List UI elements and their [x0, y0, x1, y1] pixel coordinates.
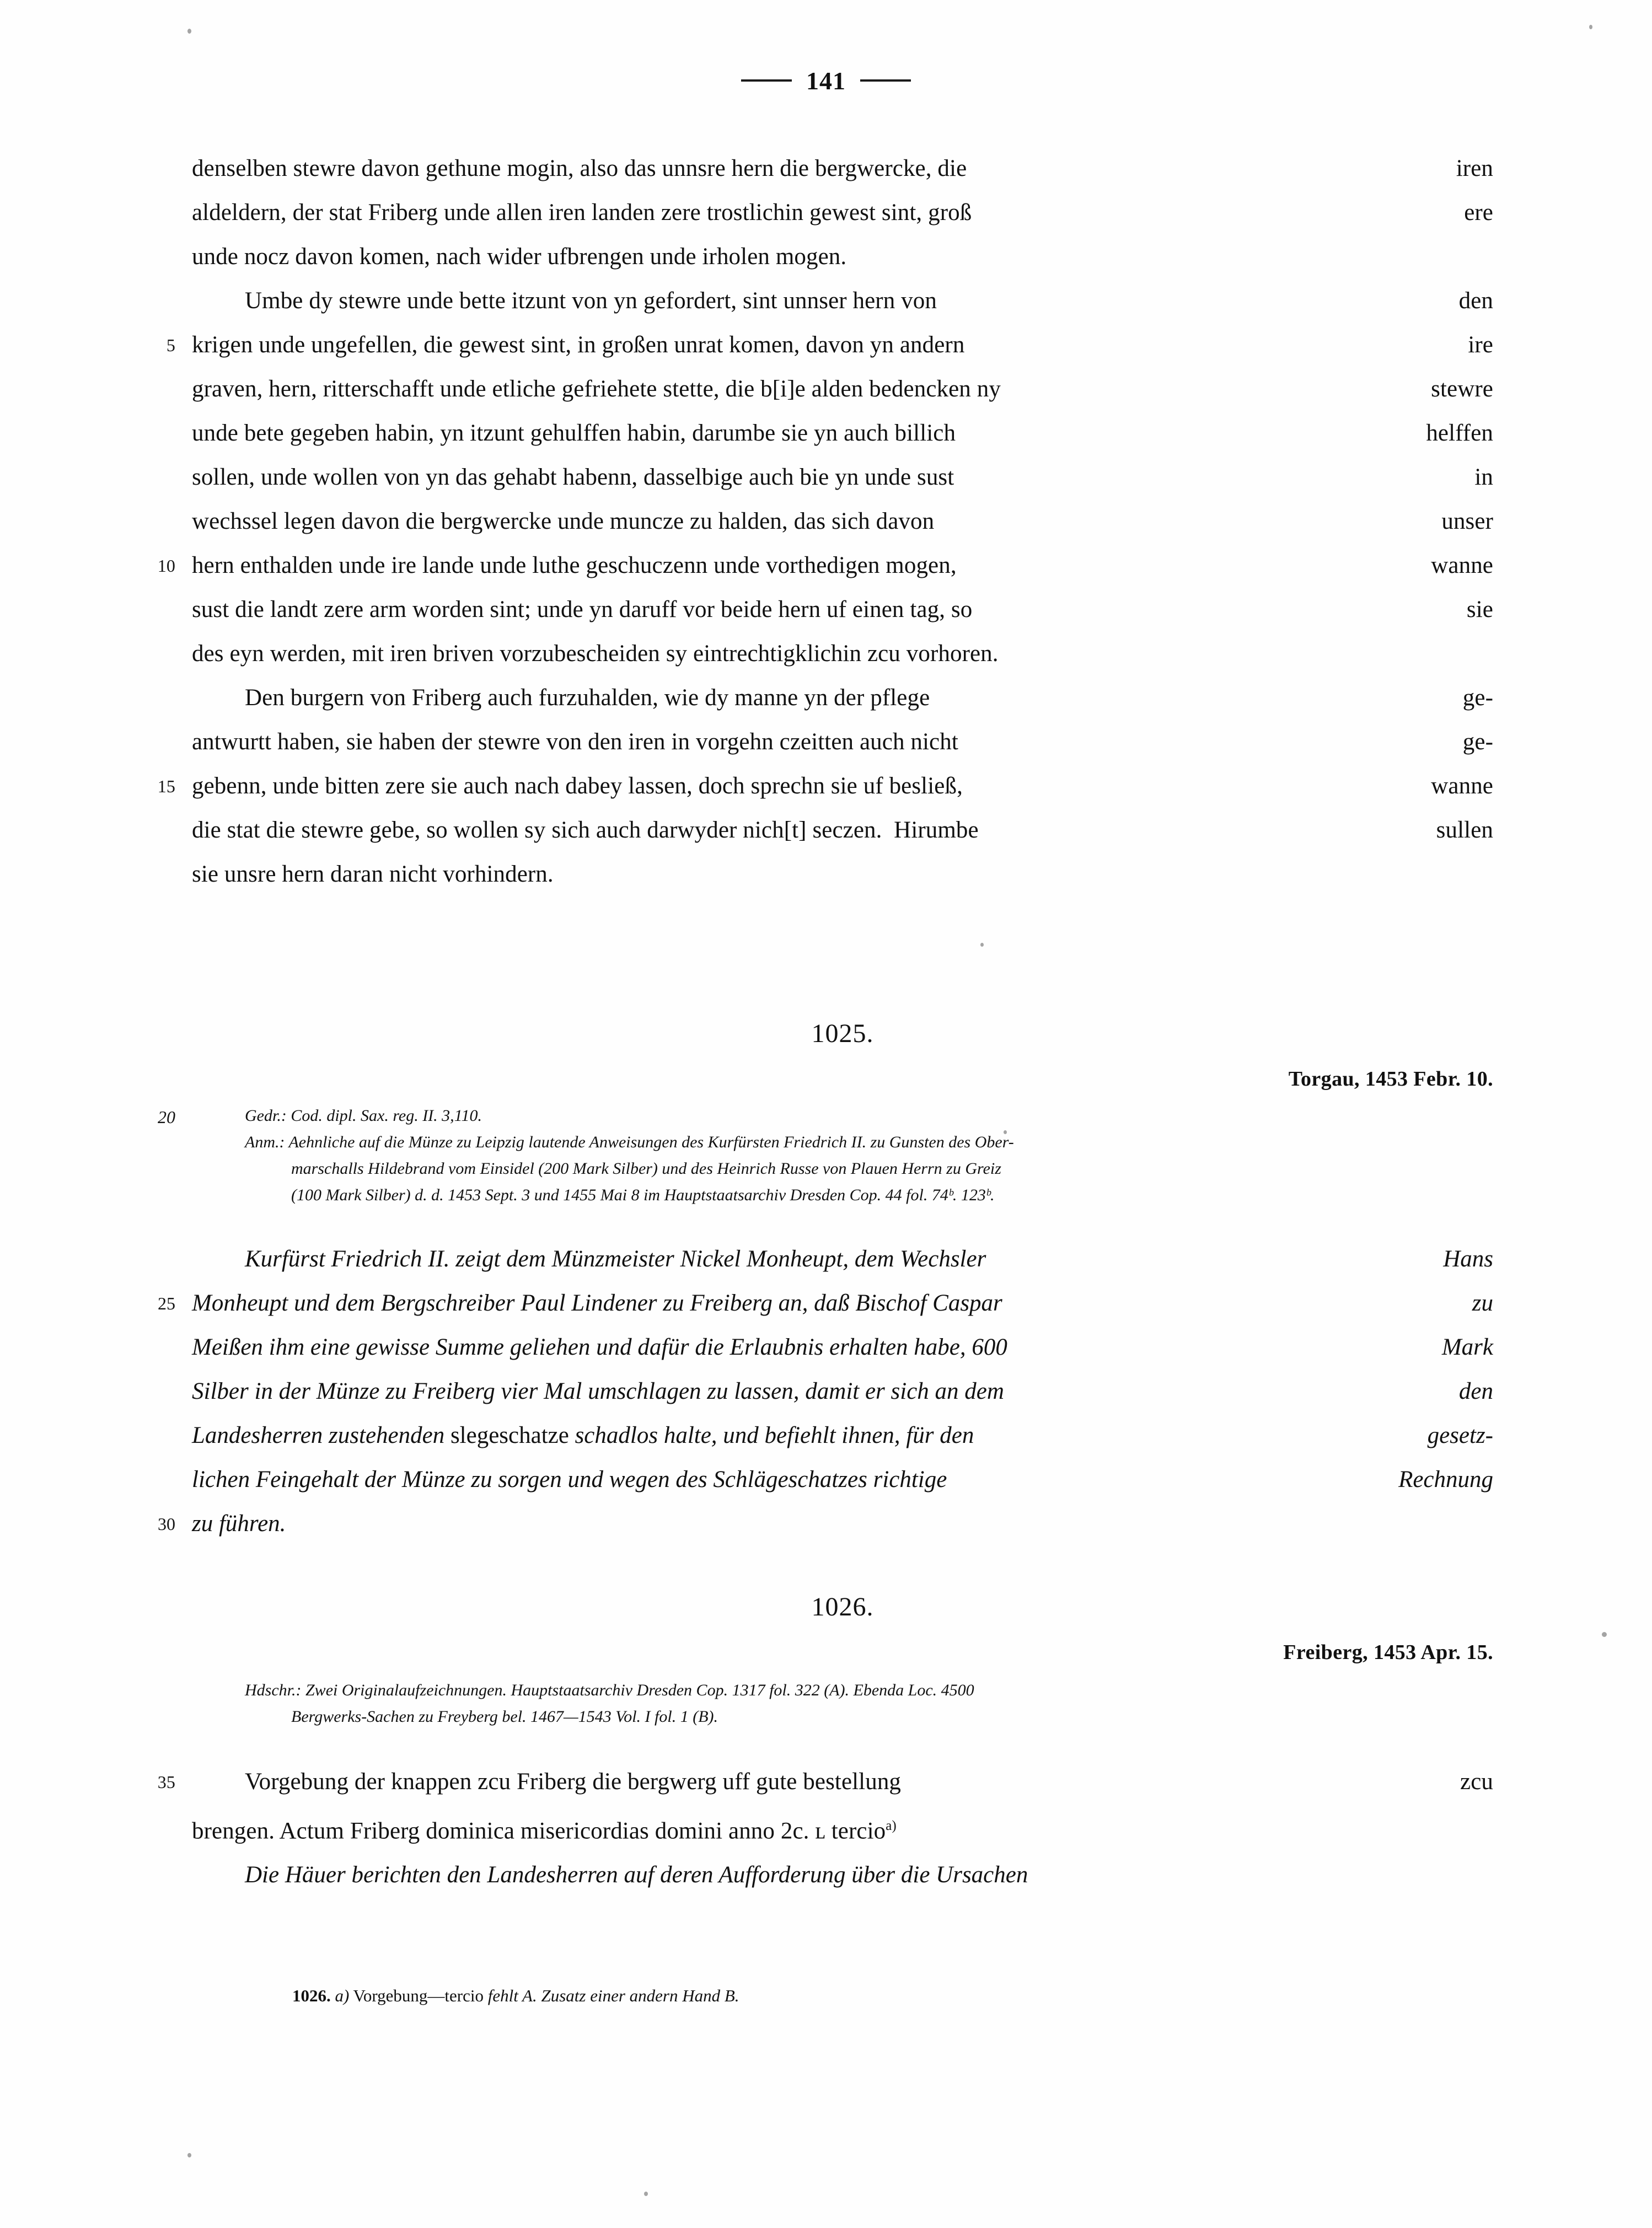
source-note	[158, 1103, 1493, 1129]
line-text: Kurfürst Friedrich II. zeigt dem Münzmeister Nickel Monheupt, dem Wechsler	[245, 1246, 986, 1272]
source-note	[192, 1677, 1493, 1704]
line-text: denselben stewre davon gethune mogin, also das unnsre hern die bergwercke, die	[192, 155, 967, 181]
text-line	[192, 852, 1493, 896]
scan-speck	[644, 2192, 648, 2196]
line-text: die stat die stewre gebe, so wollen sy sich auch darwyder nich[t] seczen. Hirumbe	[192, 817, 979, 843]
line-text: Vorgebung der knappen zcu Friberg die bergwerg uff gute bestellung	[245, 1769, 902, 1795]
line-tail: Hans	[1443, 1246, 1493, 1272]
text-line	[192, 235, 1493, 279]
text-line	[192, 500, 1493, 544]
line-tail: iren	[1456, 155, 1493, 181]
body-section-continued	[157, 147, 1493, 896]
line-tail: sullen	[1436, 817, 1493, 843]
line-tail: in	[1474, 464, 1493, 490]
scan-speck	[1602, 1632, 1607, 1637]
footnote	[292, 1983, 1395, 2009]
line-tail: zu	[1472, 1290, 1493, 1316]
footnote-doc-ref: 1026.	[292, 1986, 331, 2005]
note-text: Bergwerks-Sachen zu Freyberg bel. 1467—1543 Vol. I fol. 1 (B).	[291, 1708, 718, 1726]
text-line	[192, 632, 1493, 676]
line-text: zu führen.	[192, 1511, 286, 1537]
regest-text-post: schadlos halte, und befiehlt ihnen, für den	[568, 1422, 974, 1448]
line-number: 30	[158, 1514, 175, 1534]
line-tail: wanne	[1431, 552, 1493, 578]
text-line	[192, 147, 1493, 191]
line-text: lichen Feingehalt der Münze zu sorgen und wegen des Schlägeschatzes richtige	[192, 1467, 947, 1493]
regest-1025	[158, 1237, 1493, 1546]
line-text: Monheupt und dem Bergschreiber Paul Lindener zu Freiberg an, daß Bischof Caspar	[192, 1290, 1002, 1316]
text-line	[192, 367, 1493, 411]
line-number: 35	[157, 1772, 175, 1792]
line-text: sust die landt zere arm worden sint; unde yn daruff vor beide hern uf einen tag, so	[192, 597, 973, 622]
regest-line	[192, 1370, 1493, 1414]
text-line	[192, 411, 1493, 455]
document-entry-1026	[157, 1588, 1493, 1897]
regest-line	[192, 1237, 1493, 1281]
line-tail: sie	[1466, 597, 1493, 622]
line-tail: ge-	[1462, 729, 1493, 755]
line-text	[192, 1414, 974, 1458]
line-text: krigen unde ungefellen, die gewest sint, in großen unrat komen, davon yn andern	[192, 332, 965, 358]
line-tail: ere	[1464, 200, 1493, 226]
regest-text-pre: Landesherren zustehenden	[192, 1422, 450, 1448]
line-tail: Mark	[1441, 1334, 1493, 1360]
text-line	[192, 720, 1493, 764]
footnote-spacer	[331, 1986, 335, 2005]
regest-line	[158, 1502, 1493, 1546]
line-tail: den	[1458, 1378, 1493, 1404]
regest-term-upright: slegeschatze	[450, 1422, 569, 1448]
source-notes	[158, 1103, 1493, 1209]
line-text: des eyn werden, mit iren briven vorzubescheiden sy eintrechtigklichin zcu vorhoren.	[192, 641, 999, 667]
line-text: unde bete gegeben habin, yn itzunt gehulffen habin, darumbe sie yn auch billich	[192, 420, 956, 446]
line-number: 15	[157, 776, 175, 796]
document-place-date: Torgau, 1453 Febr. 10.	[1288, 1067, 1493, 1091]
line-tail: unser	[1441, 508, 1493, 534]
line-number: 25	[158, 1293, 175, 1313]
text-line	[192, 676, 1493, 720]
text-line	[192, 1804, 1493, 1853]
footnote-text-roman: Vorgebung—tercio	[349, 1986, 488, 2005]
line-tail: gesetz-	[1427, 1422, 1493, 1448]
line-text: sollen, unde wollen von yn das gehabt habenn, dasselbige auch bie yn unde sust	[192, 464, 954, 490]
text-line	[157, 1760, 1493, 1804]
line-tail: stewre	[1431, 376, 1493, 402]
document-number: 1026.	[811, 1592, 874, 1622]
note-text: Hdschr.: Zwei Originalaufzeichnungen. Hauptstaatsarchiv Dresden Cop. 1317 fol. 322 (A). Ebenda Loc. 4500	[245, 1681, 974, 1699]
text-line	[166, 323, 1493, 367]
line-number: 20	[158, 1107, 175, 1127]
document-entry-1025	[158, 1014, 1493, 1546]
source-notes	[192, 1677, 1493, 1730]
line-tail: helffen	[1426, 420, 1493, 446]
text-line	[157, 764, 1493, 808]
body-section-1026	[157, 1760, 1493, 1897]
source-note	[192, 1182, 1493, 1209]
line-text: Umbe dy stewre unde bette itzunt von yn gefordert, sint unnser hern von	[245, 288, 937, 314]
line-text: antwurtt haben, sie haben der stewre von den iren in vorgehn czeitten auch nicht	[192, 729, 958, 755]
document-number: 1025.	[811, 1019, 874, 1048]
line-text: Die Häuer berichten den Landesherren auf deren Aufforderung über die Ursachen	[245, 1862, 1028, 1888]
source-note	[192, 1704, 1493, 1730]
line-text: aldeldern, der stat Friberg unde allen iren landen zere trostlichin gewest sint, groß	[192, 200, 972, 226]
note-text: (100 Mark Silber) d. d. 1453 Sept. 3 und 1455 Mai 8 im Hauptstaatsarchiv Dresden Cop. 44 fol. 74ᵇ. 123ᵇ.	[291, 1186, 995, 1204]
footnote-text-italic: fehlt A. Zusatz einer andern Hand B.	[487, 1986, 739, 2005]
line-tail: Rechnung	[1398, 1467, 1493, 1493]
scan-speck	[980, 943, 984, 947]
footnote-mark: a)	[335, 1986, 350, 2005]
text-line	[192, 588, 1493, 632]
line-text: graven, hern, ritterschafft unde etliche gefriehete stette, die b[i]e alden bedencken ny	[192, 376, 1001, 402]
line-text: unde nocz davon komen, nach wider ufbrengen unde irholen mogen.	[192, 244, 847, 270]
note-text: marschalls Hildebrand vom Einsidel (200 Mark Silber) und des Heinrich Russe von Plauen Herrn zu Greiz	[291, 1159, 1001, 1178]
line-text: gebenn, unde bitten zere sie auch nach dabey lassen, doch sprechn sie uf besließ,	[192, 773, 963, 799]
text-line	[157, 544, 1493, 588]
line-text: brengen. Actum Friberg dominica misericordias domini anno 2c. ʟ tercio	[192, 1818, 886, 1844]
scan-speck	[1589, 25, 1592, 29]
page-number: 141	[806, 67, 846, 95]
line-tail: zcu	[1460, 1769, 1493, 1795]
regest-line	[158, 1281, 1493, 1325]
line-text: wechssel legen davon die bergwercke unde muncze zu halden, das sich davon	[192, 508, 935, 534]
scan-speck	[187, 29, 191, 34]
regest-line	[192, 1325, 1493, 1370]
line-number: 5	[166, 335, 175, 355]
document-place-date: Freiberg, 1453 Apr. 15.	[1283, 1641, 1493, 1664]
text-line	[192, 191, 1493, 235]
source-note	[192, 1156, 1493, 1182]
line-number: 10	[157, 556, 175, 576]
regest-line	[192, 1853, 1493, 1897]
regest-line	[192, 1458, 1493, 1502]
line-text: Den burgern von Friberg auch furzuhalden, wie dy manne yn der pflege	[245, 685, 930, 711]
regest-line	[192, 1414, 1493, 1458]
line-text: hern enthalden unde ire lande unde luthe geschuczenn unde vorthedigen mogen,	[192, 552, 957, 578]
note-text: Gedr.: Cod. dipl. Sax. reg. II. 3,110.	[245, 1107, 482, 1125]
text-line	[192, 808, 1493, 852]
footnote-area	[292, 1983, 1395, 2009]
source-note	[192, 1129, 1493, 1156]
line-tail: ge-	[1462, 685, 1493, 711]
note-text: Anm.: Aehnliche auf die Münze zu Leipzig lautende Anweisungen des Kurfürsten Friedrich II. zu Gunsten des Ober-	[245, 1133, 1014, 1151]
line-tail: ire	[1468, 332, 1493, 358]
line-text: Silber in der Münze zu Freiberg vier Mal umschlagen zu lassen, damit er sich an dem	[192, 1378, 1004, 1404]
line-text: sie unsre hern daran nicht vorhindern.	[192, 861, 554, 887]
page-header	[0, 66, 1652, 95]
line-tail: wanne	[1431, 773, 1493, 799]
header-rule-right	[860, 79, 911, 82]
line-tail: den	[1458, 288, 1493, 314]
text-line	[192, 455, 1493, 500]
line-text: Meißen ihm eine gewisse Summe geliehen und dafür die Erlaubnis erhalten habe, 600	[192, 1334, 1007, 1360]
text-line	[192, 279, 1493, 323]
header-rule-left	[741, 79, 792, 82]
scan-speck	[187, 2153, 191, 2157]
footnote-marker: a)	[886, 1818, 897, 1833]
